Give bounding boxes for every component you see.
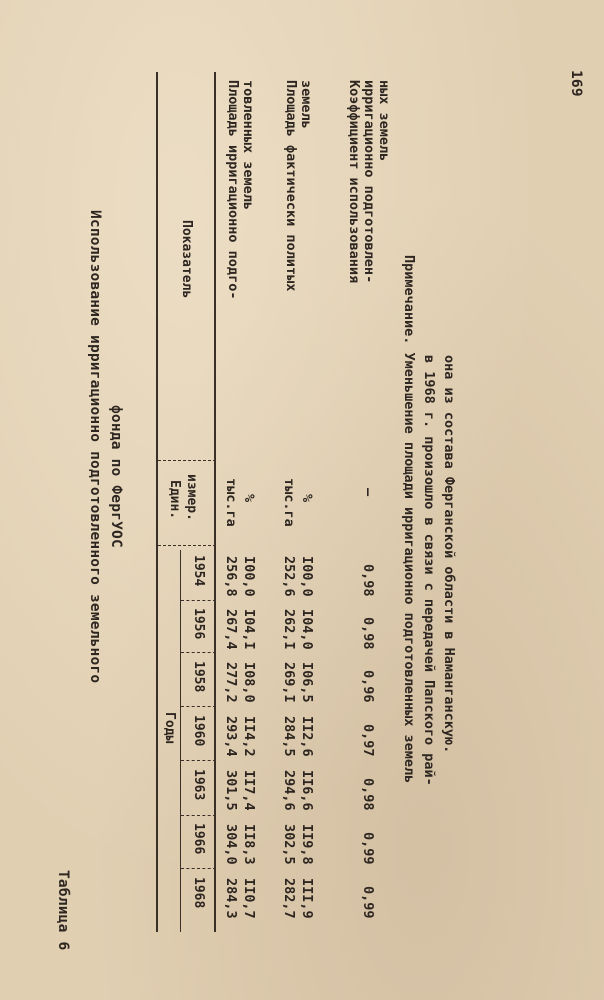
year-header: 1958 (191, 661, 206, 693)
value-cell: 284,3 (223, 878, 239, 919)
year-header: 1954 (191, 555, 206, 587)
value-cell: 294,6 (281, 770, 297, 811)
value-cell: 304,0 (223, 824, 239, 865)
year-header: 1968 (191, 877, 206, 909)
header-years-group: Годы (162, 712, 177, 744)
value-cell: 0,99 (360, 886, 376, 919)
header-separator (181, 652, 216, 653)
year-header: 1966 (191, 823, 206, 855)
value-cell: III,9 (299, 878, 315, 919)
table-title-line2: фонда по ФергУОС (108, 405, 124, 548)
value-cell: 284,5 (281, 716, 297, 757)
value-cell: II7,4 (241, 770, 257, 811)
unit-cell: тыс.га (223, 478, 239, 527)
header-separator (181, 706, 216, 707)
header-indicator: Показатель (179, 220, 194, 299)
value-cell: II0,7 (241, 878, 257, 919)
footnote-line: Примечание. Уменьшение площади ирригационно подготовленных земель (401, 255, 417, 784)
value-cell: II6,6 (299, 770, 315, 811)
table-title-line1: Использование ирригационно подготовленного земельного (87, 210, 103, 684)
value-cell: I00,0 (299, 556, 315, 597)
unit-cell: % (241, 494, 257, 503)
header-separator (158, 460, 216, 461)
row-label: Коэффициент использования (346, 80, 362, 284)
row-label: Площадь ирригационно подго- (225, 80, 241, 300)
header-separator (181, 760, 216, 761)
value-cell: 0,96 (360, 670, 376, 703)
value-cell: I00,0 (241, 556, 257, 597)
value-cell: I04,0 (299, 609, 315, 650)
value-cell: 262,I (281, 609, 297, 650)
unit-cell: тыс.га (281, 478, 297, 527)
row-label: Площадь фактически политых (283, 80, 299, 292)
value-cell: I04,I (241, 609, 257, 650)
value-cell: 302,5 (281, 824, 297, 865)
value-cell: II4,2 (241, 716, 257, 757)
value-cell: 277,2 (223, 662, 239, 703)
value-cell: 256,8 (223, 556, 239, 597)
footnote-line: в 1968 г. произошло в связи с передачей Папского рай- (421, 355, 437, 786)
row-label: товленных земель (240, 80, 256, 211)
value-cell: 0,98 (360, 617, 376, 650)
value-cell: 282,7 (281, 878, 297, 919)
header-separator (181, 868, 216, 869)
year-header: 1956 (191, 608, 206, 640)
value-cell: 0,99 (360, 832, 376, 865)
unit-cell: % (299, 494, 315, 503)
value-cell: 301,5 (223, 770, 239, 811)
header-unit-line1: Един. (167, 480, 182, 520)
value-cell: II8,3 (241, 824, 257, 865)
value-cell: 293,4 (223, 716, 239, 757)
row-label: ирригационно подготовлен- (361, 80, 377, 284)
value-cell: II2,6 (299, 716, 315, 757)
header-separator (181, 815, 216, 816)
page-number: 169 (568, 70, 584, 97)
header-unit-line2: измер. (184, 474, 199, 521)
table-header-rule (214, 72, 216, 932)
year-header: 1963 (191, 769, 206, 801)
value-cell: 269,I (281, 662, 297, 703)
value-cell: I06,5 (299, 662, 315, 703)
value-cell: 0,98 (360, 778, 376, 811)
table-top-rule (156, 72, 158, 932)
header-separator (181, 600, 216, 601)
table-label: Таблица 6 (55, 870, 71, 951)
value-cell: 0,98 (360, 564, 376, 597)
unit-cell: – (360, 488, 376, 497)
value-cell: 252,6 (281, 556, 297, 597)
row-label: ных земель (376, 80, 392, 162)
value-cell: II9,8 (299, 824, 315, 865)
value-cell: 0,97 (360, 724, 376, 757)
value-cell: I08,0 (241, 662, 257, 703)
value-cell: 267,4 (223, 609, 239, 650)
year-header: 1960 (191, 715, 206, 747)
years-group-rule (180, 550, 181, 932)
row-label: земель (298, 80, 314, 129)
footnote-line: она из состава Ферганской области в Наманганскую. (441, 355, 457, 754)
header-separator (158, 545, 216, 546)
